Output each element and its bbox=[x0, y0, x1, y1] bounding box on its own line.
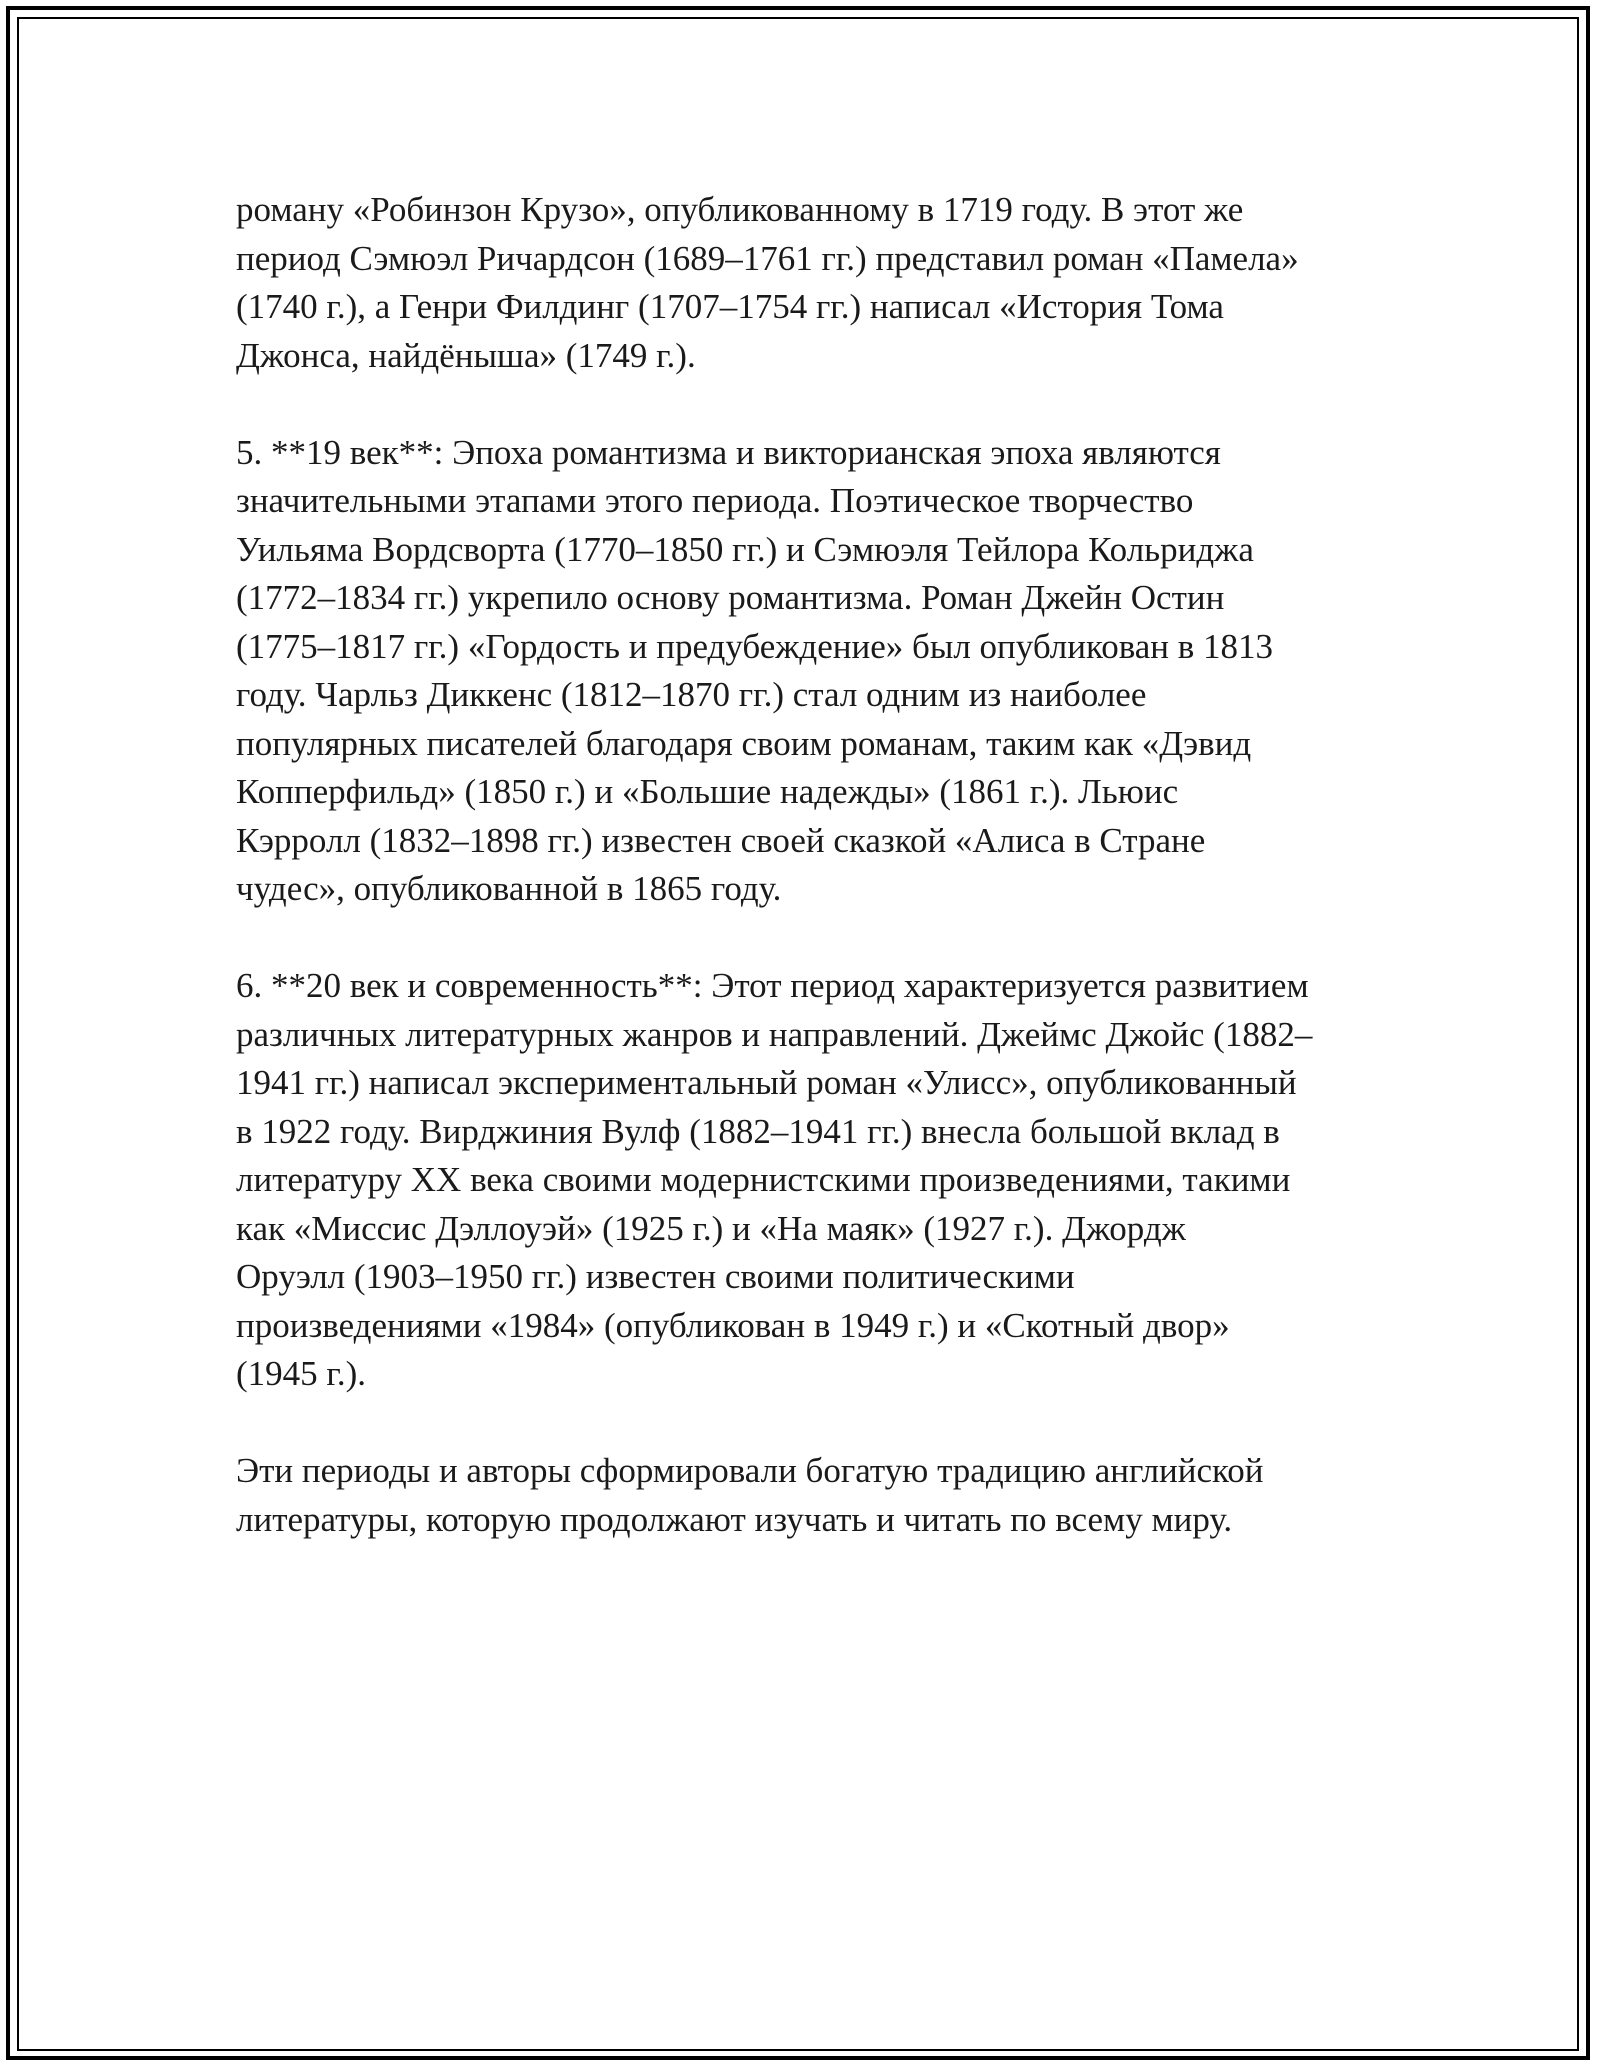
paragraph-20th-century: 6. **20 век и современность**: Этот период характеризуется развитием различных литературных жанров и направлений. Джеймс Джойс (1882– 1941 гг.) написал экспериментальный роман «Улисс», опубликованный в 1922 году. Вирджиния Вулф (1882–1941 гг.) внесла большой вклад в литературу XX века своими модернистскими произведениями, такими как «Миссис Дэллоуэй» (1925 г.) и «На маяк» (1927 г.). Джордж Оруэлл (1903–1950 гг.) известен своими политическими произведениями «1984» (опубликован в 1949 г.) и «Скотный двор» (1945 г.). bbox=[236, 966, 1313, 1393]
paragraph-conclusion: Эти периоды и авторы сформировали богатую традицию английской литературы, которую продолжают изучать и читать по всему миру. bbox=[236, 1451, 1264, 1539]
paragraph-19th-century: 5. **19 век**: Эпоха романтизма и викторианская эпоха являются значительными этапами этого периода. Поэтическое творчество Уильяма Вордсворта (1770–1850 гг.) и Сэмюэля Тейлора Кольриджа (1772–1834 гг.) укрепило основу романтизма. Роман Джейн Остин (1775–1817 гг.) «Гордость и предубеждение» был опубликован в 1813 году. Чарльз Диккенс (1812–1870 гг.) стал одним из наиболее популярных писателей благодаря своим романам, таким как «Дэвид Копперфильд» (1850 г.) и «Большие надежды» (1861 г.). Льюис Кэрролл (1832–1898 гг.) известен своей сказкой «Алиса в Стране чудес», опубликованной в 1865 году. bbox=[236, 432, 1274, 908]
document-body bbox=[236, 186, 1366, 1593]
paragraph-18th-century-continuation: роману «Робинзон Крузо», опубликованному в 1719 году. В этот же период Сэмюэл Ричардсон (1689–1761 гг.) представил роман «Памела» (1740 г.), а Генри Филдинг (1707–1754 гг.) написал «История Тома Джонса, найдёныша» (1749 г.). bbox=[236, 190, 1299, 375]
